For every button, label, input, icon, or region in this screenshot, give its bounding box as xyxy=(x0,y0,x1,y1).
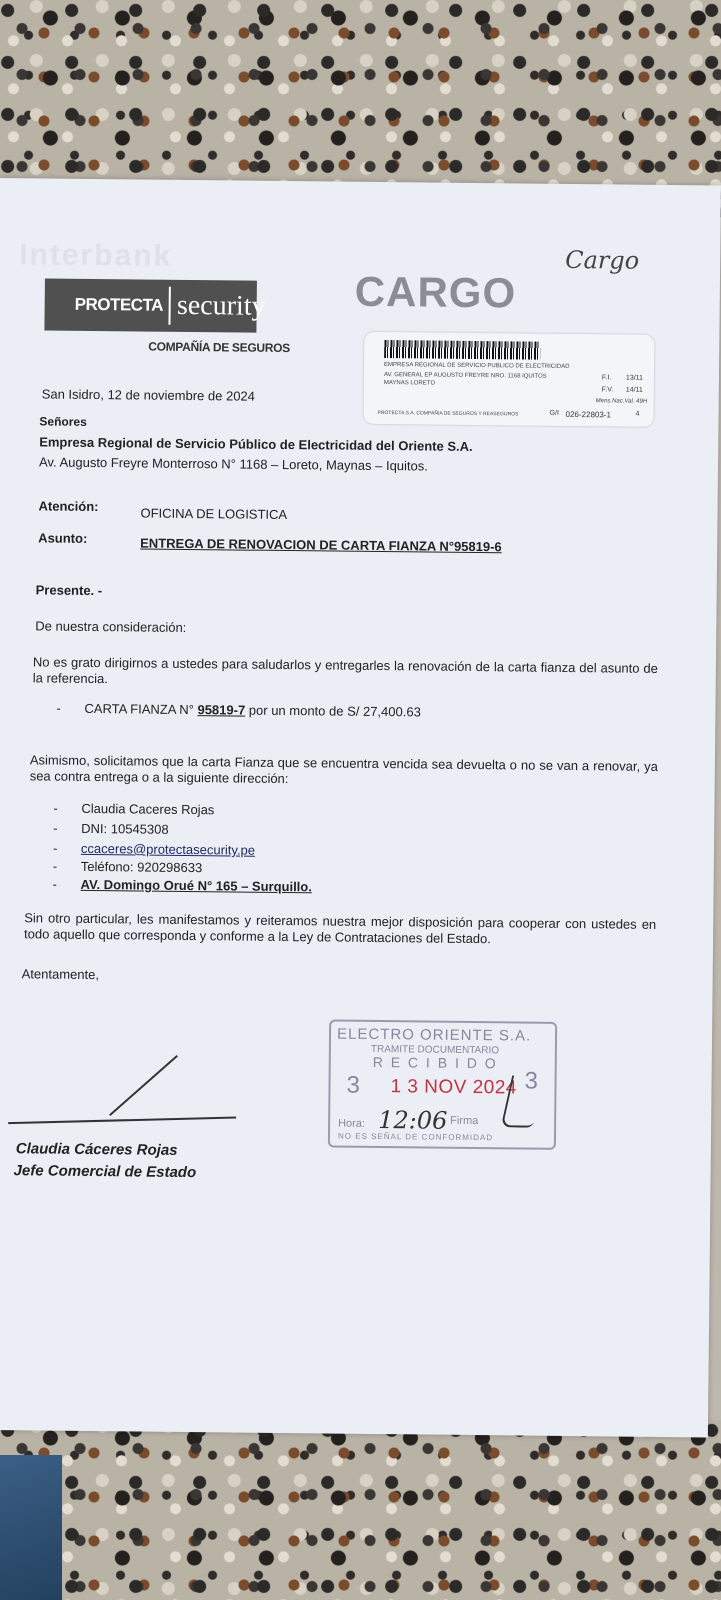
sticker-mensaje: Mens.Nac.Val. 49H xyxy=(595,398,648,405)
recipient-address: Av. Augusto Freyre Monterroso N° 1168 – Loreto, Maynas – Iquitos. xyxy=(38,454,428,474)
sticker-fi-label: F.I. xyxy=(601,374,612,382)
sticker-fi-value: 13/11 xyxy=(625,374,643,382)
stamp-org: ELECTRO ORIENTE S.A. xyxy=(336,1025,532,1045)
sticker-count: 4 xyxy=(635,410,640,418)
atencion-label: Atención: xyxy=(38,498,99,515)
signature-scribble xyxy=(109,1055,178,1116)
contact-dni: DNI: 10545308 xyxy=(81,820,169,837)
bullet-dash: - xyxy=(52,876,58,892)
carta-fianza-number: 95819-7 xyxy=(197,702,246,718)
show-through-text: Interbank xyxy=(19,238,173,273)
contact-phone: Teléfono: 920298633 xyxy=(80,858,203,876)
date-line: San Isidro, 12 de noviembre de 2024 xyxy=(41,386,256,404)
letter-document xyxy=(0,178,721,1437)
protecta-logo xyxy=(44,278,266,332)
sticker-line2: AV. GENERAL EP AUGUSTO FREYRE NRO. 1168 IQUITOS xyxy=(383,372,547,380)
paragraph-3: Sin otro particular, les manifestamos y reiteramos nuestra mejor disposición para cooperar con ustedes en todo aquello que corresponda y conforme a la Ley de Contrataciones del Estado. xyxy=(24,910,657,947)
bullet-dash: - xyxy=(56,700,61,716)
logo-subtitle: COMPAÑÍA DE SEGUROS xyxy=(148,339,290,356)
stamp-date: 1 3 NOV 2024 xyxy=(390,1076,518,1099)
stamp-number-left: 3 xyxy=(346,1071,361,1099)
barcode xyxy=(384,340,540,360)
sticker-gi-value: 026-22803-1 xyxy=(565,409,611,420)
signer-name: Claudia Cáceres Rojas xyxy=(15,1140,178,1159)
salutation: Señores xyxy=(39,414,87,429)
sticker-line1: EMPRESA REGIONAL DE SERVICIO PUBLICO DE ELECTRICIDAD xyxy=(384,362,570,370)
bullet-dash: - xyxy=(53,800,58,816)
logo-brand-left: PROTECTA xyxy=(44,285,171,324)
jeans-corner xyxy=(0,1455,62,1600)
sticker-fv-value: 14/11 xyxy=(625,386,643,394)
reception-stamp xyxy=(328,1019,557,1149)
paragraph-1: No es grato dirigirnos a ustedes para saludarlos y entregarles la renovación de la carta fianza del asunto de la referencia. xyxy=(32,654,658,687)
sticker-gi-label: G/I xyxy=(549,409,559,417)
sticker-line3: MAYNAS LORETO xyxy=(383,380,436,387)
signer-title: Jefe Comercial de Estado xyxy=(13,1162,197,1182)
bullet-dash: - xyxy=(52,840,58,856)
contact-name: Claudia Caceres Rojas xyxy=(81,800,215,818)
closing: Atentamente, xyxy=(21,966,100,983)
signature-line xyxy=(8,1117,236,1125)
logo-brand-right: security xyxy=(176,289,266,322)
carta-fianza-prefix: CARTA FIANZA N° xyxy=(84,700,198,718)
carta-fianza-line xyxy=(84,701,421,720)
stamp-footer: NO ES SEÑAL DE CONFORMIDAD xyxy=(337,1131,494,1143)
presente: Presente. - xyxy=(35,582,103,599)
contact-address: AV. Domingo Orué N° 165 – Surquillo. xyxy=(80,876,312,895)
bullet-dash: - xyxy=(53,820,58,836)
stamp-recibido: R E C I B I D O xyxy=(372,1053,498,1072)
handwritten-cargo: Cargo xyxy=(565,245,640,275)
asunto-value: ENTREGA DE RENOVACION DE CARTA FIANZA N°95819-6 xyxy=(140,535,502,555)
stamp-number-right: 3 xyxy=(524,1067,539,1095)
floor-background-bottom xyxy=(0,1420,721,1600)
asunto-label: Asunto: xyxy=(38,530,88,546)
cargo-stamp-title: CARGO xyxy=(354,267,517,317)
stamp-firma-label: Firma xyxy=(450,1114,479,1128)
greeting: De nuestra consideración: xyxy=(35,618,187,635)
carta-fianza-suffix: por un monto de S/ 27,400.63 xyxy=(245,702,421,720)
recipient-company: Empresa Regional de Servicio Público de Electricidad del Oriente S.A. xyxy=(39,434,473,454)
atencion-value: OFICINA DE LOGISTICA xyxy=(140,505,288,523)
stamp-tramite: TRAMITE DOCUMENTARIO xyxy=(370,1043,500,1057)
contact-email-link[interactable]: ccaceres@protectasecurity.pe xyxy=(80,840,256,858)
sticker-fv-label: F.V. xyxy=(601,386,614,394)
stamp-time: 12:06 xyxy=(378,1106,448,1135)
stamp-hora-label: Hora: xyxy=(338,1117,366,1130)
sticker-footer: PROTECTA S.A. COMPAÑIA DE SEGUROS Y REASEGUROS xyxy=(377,409,519,418)
paragraph-2: Asimismo, solicitamos que la carta Fianza que se encuentra vencida sea devuelta o no se van a renovar, ya sea contra entrega o a la siguiente dirección: xyxy=(29,752,658,787)
bullet-dash: - xyxy=(52,858,58,874)
receipt-sticker xyxy=(363,332,654,427)
